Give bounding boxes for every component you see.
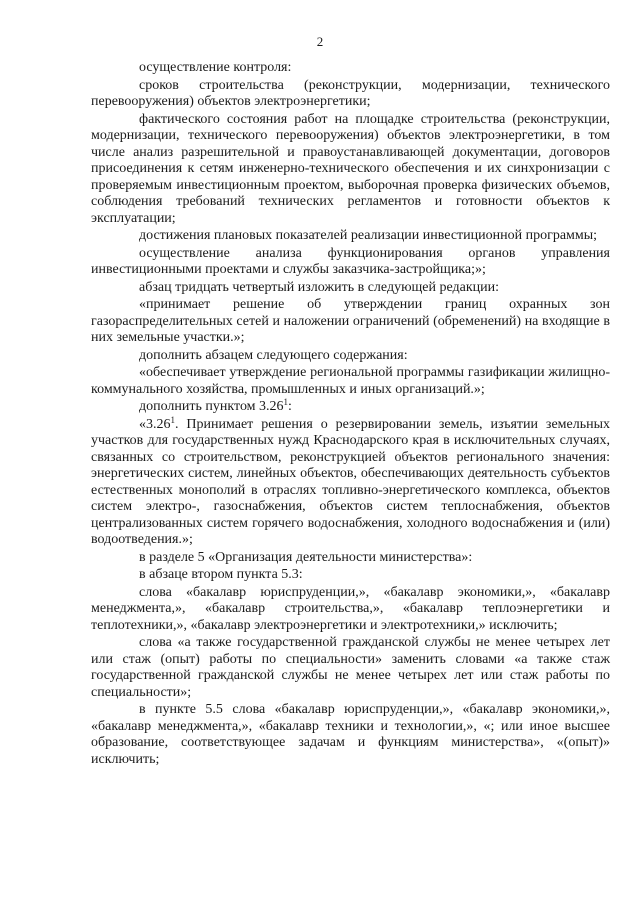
paragraph: «принимает решение об утверждении границ охранных зон газораспределительных сетей и наложении ограничений (обременений) на входящие в них земельные участки.»; [91,297,610,345]
paragraph: в разделе 5 «Организация деятельности министерства»: [139,549,473,565]
document-body [91,60,610,768]
paragraph: в пункте 5.5 слова «бакалавр юриспруденции,», «бакалавр экономики,», «бакалавр менеджмента,», «бакалавр техники и технологии,», «; или иное высшее образование, соответствующее задачам и функциям министерства», «(опыт)» исключить; [91,702,610,767]
paragraph-point-text [91,414,610,549]
paragraph: «обеспечивает утверждение региональной программы газификации жилищно-коммунального хозяйства, промышленных и иных организаций.»; [91,365,610,397]
paragraph: сроков строительства (реконструкции, модернизации, технического перевооружения) объектов электроэнергетики; [91,77,610,109]
paragraph: достижения плановых показателей реализации инвестиционной программы; [139,228,598,243]
paragraph: слова «а также государственной гражданской службы не менее четырех лет или стаж (опыт) работы по специальности» заменить словами «а также стаж государственной гражданской службы не менее четырех лет или стаж работы по специальности»; [91,635,610,700]
text-run: : [288,399,292,414]
paragraph: осуществление анализа функционирования органов управления инвестиционными проектами и службы заказчика-застройщика;»; [91,245,610,277]
paragraph: в абзаце втором пункта 5.3: [139,567,303,582]
text-run: дополнить пунктом 3.26 [139,399,284,414]
paragraph-point-intro [91,399,610,416]
superscript: 1 [170,414,175,425]
paragraph: фактического состояния работ на площадке строительства (реконструкции, модернизации, технического перевооружения) объектов электроэнергетики, в том числе анализ разрешительной и правоустанавливающей документации, договоров присоединения к сетям инженерно-технического обеспечения и их синхронизации с проверяемым инвестиционным проектом, выборочная проверка физических объемов, соблюдения требований технических регламентов и готовности объектов к эксплуатации; [91,111,610,226]
superscript: 1 [283,397,289,407]
paragraph: дополнить абзацем следующего содержания: [139,347,408,363]
paragraph: осуществление контроля: [139,60,292,75]
page-number: 2 [316,34,324,49]
text-run: . Принимает решения о резервировании земель, изъятии земельных участков для государственных нужд Краснодарского края в исключительных случаях, связанных со строительством, реконструкцией объектов регионального значения: энергетических систем, линейных объектов, обеспечивающих деятельность субъектов естественных монополий в отраслях топливно-энергетического комплекса, объектов систем электро-, газоснабжения, объектов систем теплоснабжения, объектов централизованных систем горячего водоснабжения, холодного водоснабжения и (или) водоотведения.»; [91,416,610,547]
paragraph: слова «бакалавр юриспруденции,», «бакалавр экономики,», «бакалавр менеджмента,», «бакалавр строительства,», «бакалавр теплоэнергетики и теплотехники,», «бакалавр электроэнергетики и электротехники,» исключить; [91,584,610,633]
text-run: «3.26 [139,416,171,432]
paragraph: абзац тридцать четвертый изложить в следующей редакции: [139,279,500,295]
